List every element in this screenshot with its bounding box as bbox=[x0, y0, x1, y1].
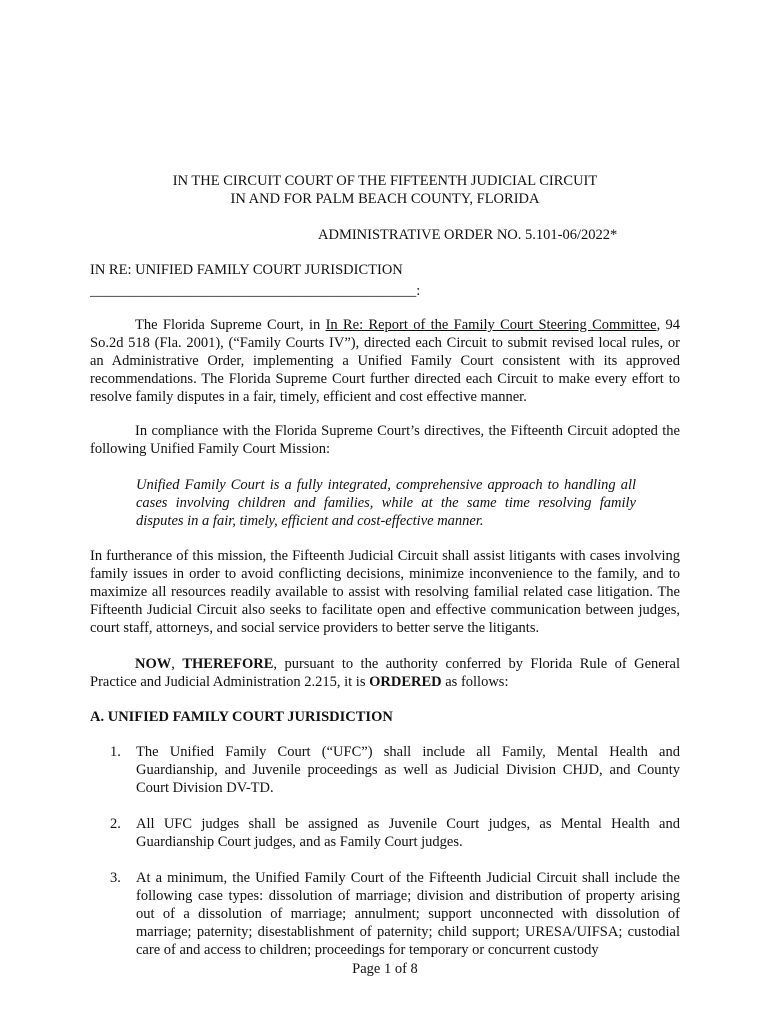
section-a-heading: A. UNIFIED FAMILY COURT JURISDICTION bbox=[90, 709, 393, 725]
list-item-number: 2. bbox=[110, 816, 121, 832]
paragraph-2: In compliance with the Florida Supreme Court’s directives, the Fifteenth Circuit adopted the following Unified Family Court Mission: bbox=[90, 423, 680, 457]
mission-statement: Unified Family Court is a fully integrated, comprehensive approach to handling all cases involving children and families, while at the same time resolving family disputes in a fair, timely, efficient and cost-effective manner. bbox=[136, 477, 636, 529]
list-item-text: All UFC judges shall be assigned as Juvenile Court judges, as Mental Health and Guardianship Court judges, and as Family Court judges. bbox=[136, 816, 680, 850]
page-footer: Page 1 of 8 bbox=[352, 961, 418, 977]
order-number: ADMINISTRATIVE ORDER NO. 5.101-06/2022* bbox=[318, 227, 618, 243]
paragraph-1-rest: , 94 So.2d 518 (Fla. 2001), (“Family Courts IV”), directed each Circuit to submit revised local rules, or an Administrative Order, implementing a Unified Family Court consistent with its approved recommendations. The Florida Supreme Court further directed each Circuit to make every effort to resolve family disputes in a fair, timely, efficient and cost effective manner. bbox=[90, 317, 681, 405]
paragraph-4-middle: , pursuant to the authority conferred by Florida Rule of General Practice and Judicial Administration 2.215, it is bbox=[90, 656, 681, 690]
paragraph-4-comma: , bbox=[171, 656, 183, 672]
paragraph-4-end: as follows: bbox=[441, 674, 509, 690]
ordered-keyword: ORDERED bbox=[369, 674, 442, 690]
paragraph-1-lead: The Florida Supreme Court, in bbox=[135, 317, 326, 333]
paragraph-3: In furtherance of this mission, the Fifteenth Judicial Circuit shall assist litigants with cases involving family issues in order to avoid conflicting decisions, minimize inconvenience to the family, and to maximize all resources readily available to assist with resolving familial related case litigation. The Fifteenth Judicial Circuit also seeks to facilitate open and effective communication between judges, court staff, attorneys, and social service providers to better serve the litigants. bbox=[90, 548, 680, 636]
case-citation: In Re: Report of the Family Court Steering Committee bbox=[325, 317, 657, 333]
now-keyword: NOW bbox=[135, 656, 172, 672]
paragraph-4 bbox=[90, 655, 680, 691]
paragraph-1 bbox=[90, 316, 680, 406]
list-item-1 bbox=[110, 743, 680, 797]
court-caption bbox=[90, 172, 680, 208]
list-item-3 bbox=[110, 869, 680, 959]
list-item-number: 3. bbox=[110, 870, 121, 886]
in-re-signature-line: _____________________________________________: bbox=[90, 283, 421, 299]
in-re-title: IN RE: UNIFIED FAMILY COURT JURISDICTION bbox=[90, 262, 403, 278]
caption-line-2: IN AND FOR PALM BEACH COUNTY, FLORIDA bbox=[230, 191, 540, 207]
caption-line-1: IN THE CIRCUIT COURT OF THE FIFTEENTH JUDICIAL CIRCUIT bbox=[172, 173, 598, 189]
list-item-text: The Unified Family Court (“UFC”) shall include all Family, Mental Health and Guardianship, and Juvenile proceedings as well as Judicial Division CHJD, and County Court Division DV-TD. bbox=[136, 744, 680, 796]
therefore-keyword: THEREFORE bbox=[182, 656, 274, 672]
list-item-number: 1. bbox=[110, 744, 121, 760]
list-item-2 bbox=[110, 815, 680, 851]
list-item-text: At a minimum, the Unified Family Court of the Fifteenth Judicial Circuit shall include the following case types: dissolution of marriage; division and distribution of property arising out of a dissolution of marriage; annulment; support unconnected with dissolution of marriage; paternity; disestablishment of paternity; child support; URESA/UIFSA; custodial care of and access to children; proceedings for temporary or concurrent custody bbox=[136, 870, 680, 958]
